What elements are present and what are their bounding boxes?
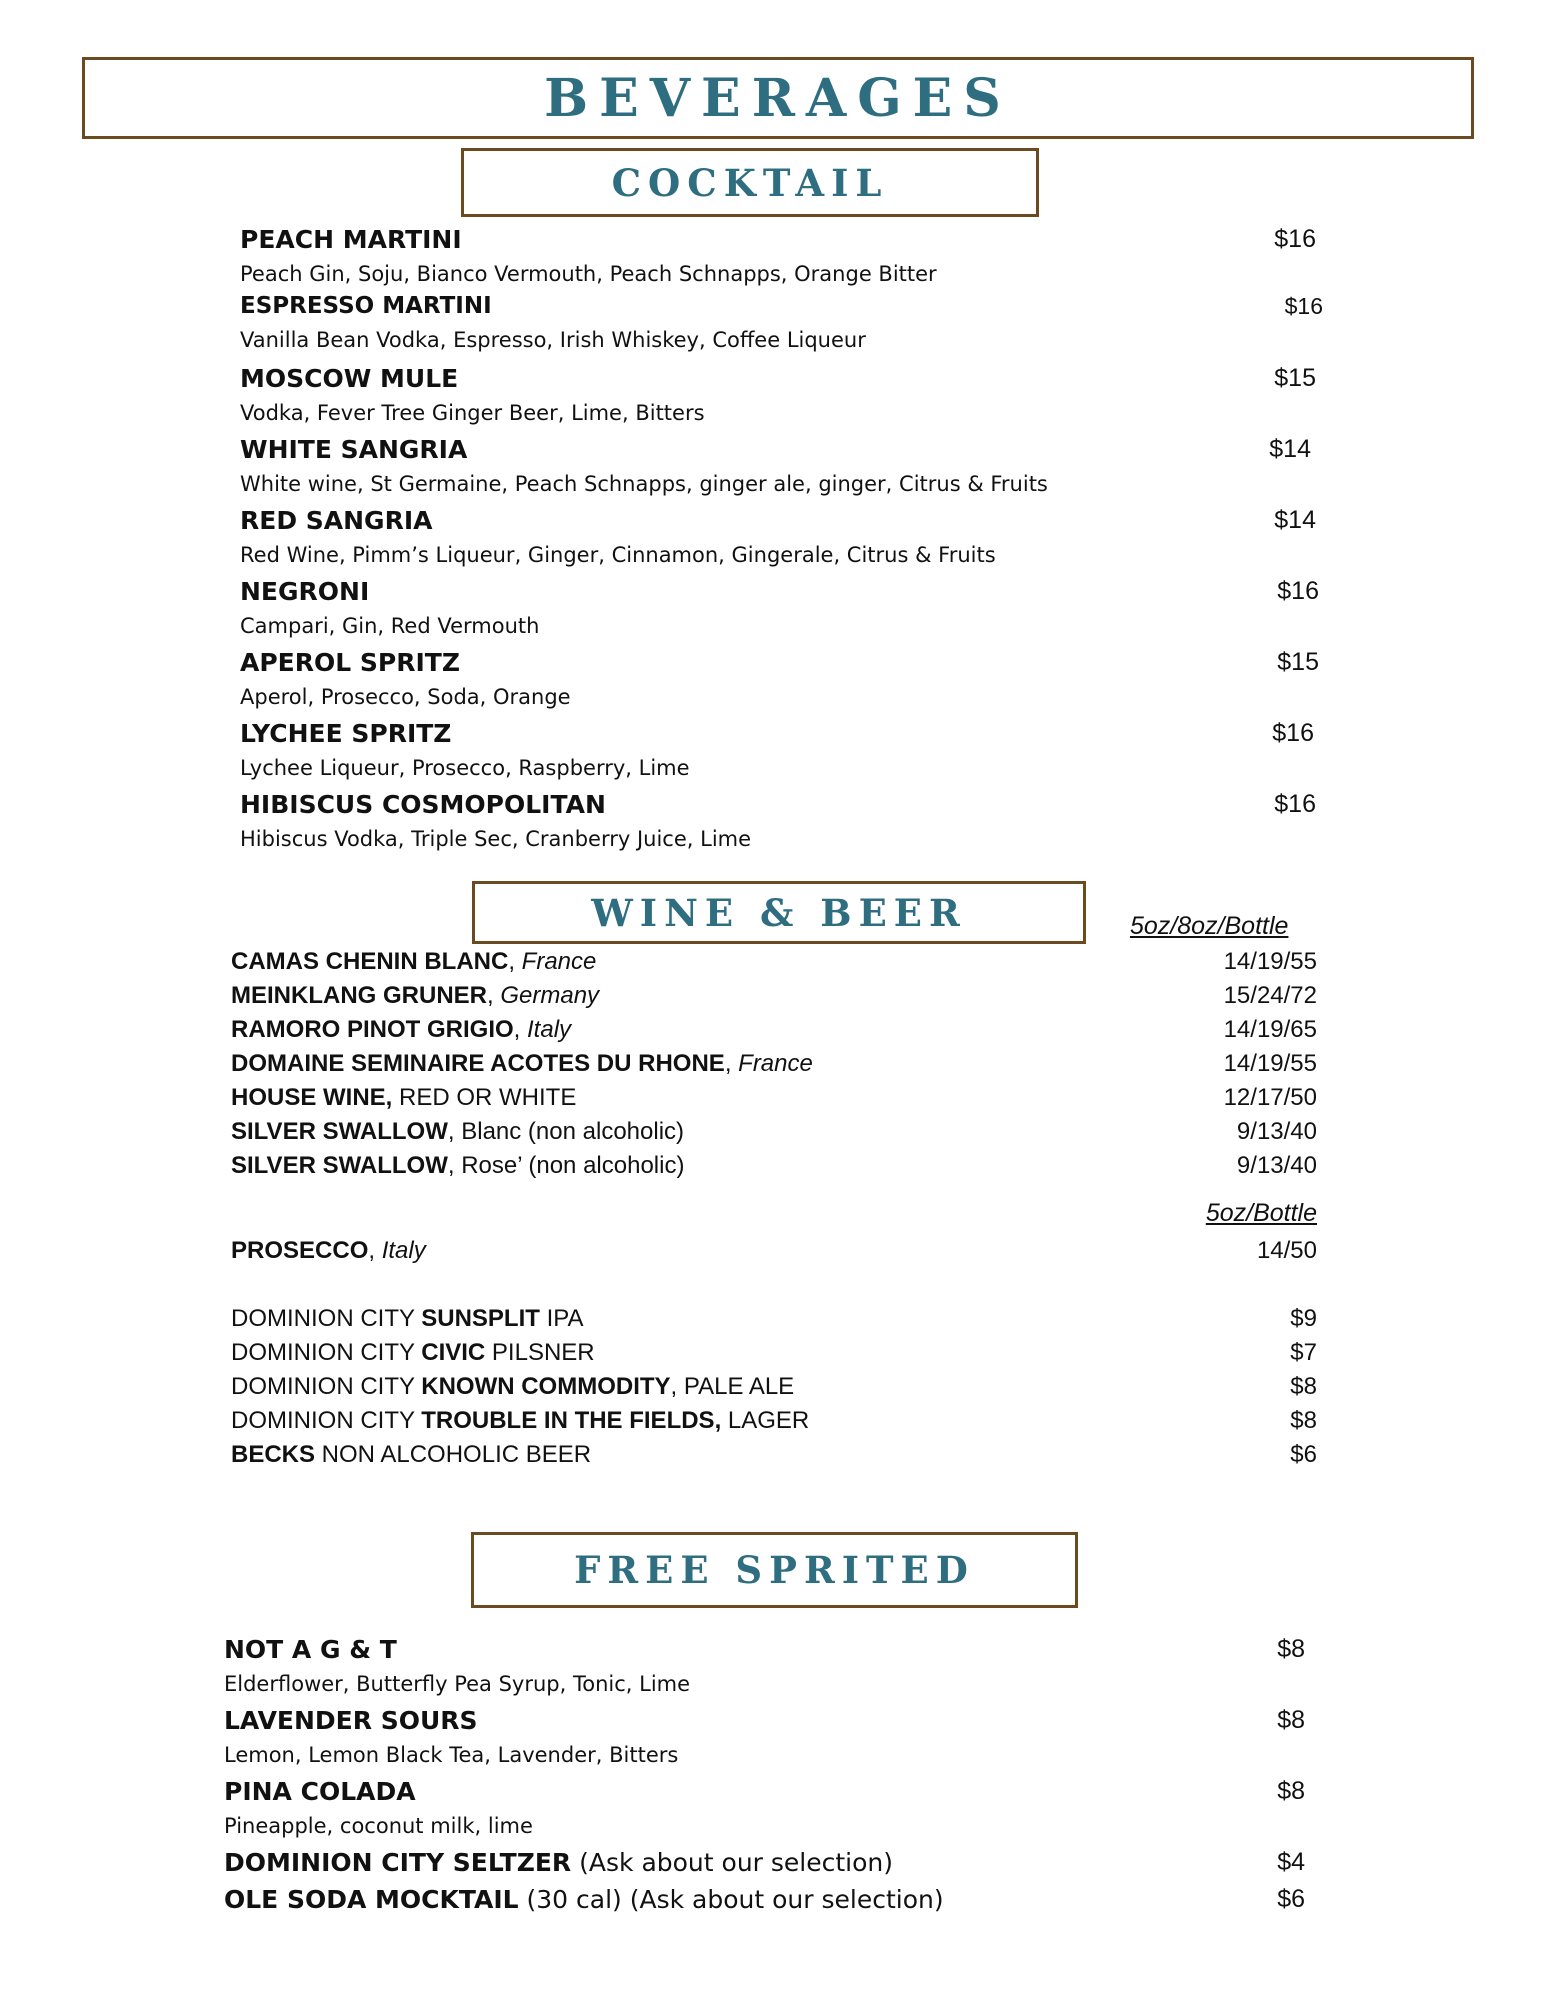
- wine-title: PROSECCO: [231, 1237, 369, 1264]
- wine-price: 14/19/55: [1223, 948, 1317, 975]
- wine-beer-heading: WINE & BEER: [591, 890, 967, 935]
- menu-item: [0, 577, 1545, 638]
- item-price: $15: [1274, 364, 1316, 392]
- menu-item: [0, 506, 1545, 567]
- beer-price: $8: [1290, 1373, 1317, 1400]
- wine-title: SILVER SWALLOW: [231, 1118, 448, 1145]
- beer-style: LAGER: [721, 1407, 810, 1434]
- menu-item: [0, 1706, 1545, 1767]
- item-price: $16: [1277, 577, 1319, 605]
- cocktail-section-box: [461, 148, 1039, 217]
- wine-title: SILVER SWALLOW: [231, 1152, 448, 1179]
- wine-detail: , Rose’ (non alcoholic): [447, 1152, 685, 1179]
- wine-origin: Germany: [500, 982, 600, 1009]
- item-price: $14: [1269, 435, 1311, 463]
- item-description: Lemon, Lemon Black Tea, Lavender, Bitters: [224, 1743, 679, 1767]
- list-item: [0, 1016, 1545, 1052]
- item-description: Pineapple, coconut milk, lime: [224, 1814, 533, 1838]
- title-box: [82, 57, 1474, 139]
- page-title: BEVERAGES: [544, 67, 1012, 129]
- list-item: [0, 1339, 1545, 1375]
- item-name: RED SANGRIA: [240, 506, 433, 535]
- item-description: Elderflower, Butterfly Pea Syrup, Tonic, Lime: [224, 1672, 691, 1696]
- menu-item: [0, 364, 1545, 425]
- item-title: OLE SODA MOCKTAIL: [224, 1885, 519, 1914]
- item-description: White wine, St Germaine, Peach Schnapps, ginger ale, ginger, Citrus & Fruits: [240, 472, 1048, 496]
- wine-name: RAMORO PINOT GRIGIO, Italy: [231, 1016, 572, 1043]
- item-name: [224, 1848, 893, 1877]
- beer-price: $6: [1290, 1441, 1317, 1468]
- item-title: DOMINION CITY SELTZER: [224, 1848, 572, 1877]
- item-description: Vodka, Fever Tree Ginger Beer, Lime, Bitters: [240, 401, 705, 425]
- beer-style: NON ALCOHOLIC BEER: [315, 1441, 592, 1468]
- item-price: $4: [1277, 1848, 1305, 1876]
- wine-price: 9/13/40: [1236, 1118, 1317, 1145]
- list-item: [0, 1373, 1545, 1409]
- list-item: [0, 1407, 1545, 1443]
- menu-item: [0, 1885, 1545, 1921]
- beer-name: [231, 1441, 591, 1469]
- cocktail-heading: COCKTAIL: [611, 160, 889, 205]
- beer-name: [231, 1407, 809, 1435]
- wine-title: RAMORO PINOT GRIGIO: [231, 1016, 514, 1043]
- item-name: ESPRESSO MARTINI: [240, 293, 492, 319]
- beer-style: IPA: [539, 1305, 584, 1332]
- wine-name: [231, 1152, 684, 1180]
- menu-item: [0, 1848, 1545, 1884]
- beer-title: KNOWN COMMODITY: [421, 1373, 671, 1400]
- beer-style: PILSNER: [485, 1339, 595, 1366]
- wine-origin: France: [521, 948, 597, 975]
- list-item: [0, 1050, 1545, 1086]
- item-description: Vanilla Bean Vodka, Espresso, Irish Whiskey, Coffee Liqueur: [240, 328, 866, 352]
- beer-price: $8: [1290, 1407, 1317, 1434]
- list-item: [0, 948, 1545, 984]
- free-spirited-section-box: [471, 1532, 1078, 1608]
- item-name: HIBISCUS COSMOPOLITAN: [240, 790, 606, 819]
- item-name: [224, 1885, 944, 1914]
- item-description: Lychee Liqueur, Prosecco, Raspberry, Lime: [240, 756, 690, 780]
- item-note: (Ask about our selection): [571, 1848, 894, 1877]
- beer-price: $7: [1290, 1339, 1317, 1366]
- wine-price: 15/24/72: [1223, 982, 1317, 1009]
- item-price: $16: [1284, 293, 1323, 319]
- menu-item: [0, 648, 1545, 709]
- menu-item: [0, 790, 1545, 851]
- item-description: Aperol, Prosecco, Soda, Orange: [240, 685, 571, 709]
- house-wine-name: [231, 1084, 576, 1112]
- item-name: NEGRONI: [240, 577, 370, 606]
- wine-origin: France: [738, 1050, 813, 1077]
- beer-brewery: DOMINION CITY: [231, 1373, 422, 1400]
- item-description: Hibiscus Vodka, Triple Sec, Cranberry Juice, Lime: [240, 827, 752, 851]
- wine-price: 14/19/55: [1223, 1050, 1317, 1077]
- list-item: [0, 1084, 1545, 1120]
- beer-style: , PALE ALE: [670, 1373, 795, 1400]
- list-item: [0, 1441, 1545, 1477]
- wine-column-header: 5oz/8oz/Bottle: [1130, 912, 1289, 940]
- prosecco-column-header: 5oz/Bottle: [1205, 1199, 1317, 1227]
- item-name: PINA COLADA: [224, 1777, 416, 1806]
- beer-name: [231, 1305, 584, 1333]
- item-price: $15: [1277, 648, 1319, 676]
- prosecco-name: PROSECCO, Italy: [231, 1237, 426, 1264]
- beer-title: TROUBLE IN THE FIELDS,: [421, 1407, 722, 1434]
- item-name: APEROL SPRITZ: [240, 648, 460, 677]
- list-item: [0, 982, 1545, 1018]
- item-description: Campari, Gin, Red Vermouth: [240, 614, 540, 638]
- beer-price: $9: [1290, 1305, 1317, 1332]
- item-note: (30 cal) (Ask about our selection): [518, 1885, 944, 1914]
- item-description: Red Wine, Pimm’s Liqueur, Ginger, Cinnamon, Gingerale, Citrus & Fruits: [240, 543, 996, 567]
- wine-name: CAMAS CHENIN BLANC, France: [231, 948, 597, 975]
- beer-title: CIVIC: [421, 1339, 486, 1366]
- item-name: MOSCOW MULE: [240, 364, 459, 393]
- item-price: $8: [1277, 1777, 1305, 1805]
- wine-name: [231, 1118, 684, 1146]
- list-item: [0, 1305, 1545, 1341]
- wine-title: DOMAINE SEMINAIRE ACOTES DU RHONE: [231, 1050, 725, 1077]
- list-item: [0, 1237, 1545, 1273]
- item-price: $14: [1274, 506, 1316, 534]
- beer-brewery: DOMINION CITY: [231, 1339, 422, 1366]
- item-name: WHITE SANGRIA: [240, 435, 468, 464]
- item-description: Peach Gin, Soju, Bianco Vermouth, Peach Schnapps, Orange Bitter: [240, 262, 937, 286]
- beer-brewery: DOMINION CITY: [231, 1407, 422, 1434]
- list-item: [0, 1118, 1545, 1154]
- menu-item: [0, 1777, 1545, 1838]
- menu-item: [0, 225, 1545, 286]
- item-price: $16: [1272, 719, 1314, 747]
- wine-price: 14/19/65: [1223, 1016, 1317, 1043]
- prosecco-price: 14/50: [1256, 1237, 1317, 1264]
- item-price: $16: [1274, 790, 1316, 818]
- wine-origin: Italy: [381, 1237, 426, 1264]
- item-price: $8: [1277, 1706, 1305, 1734]
- free-spirited-heading: FREE SPRITED: [574, 1548, 975, 1592]
- wine-name: DOMAINE SEMINAIRE ACOTES DU RHONE, France: [231, 1050, 813, 1077]
- wine-title: CAMAS CHENIN BLANC: [231, 948, 509, 975]
- item-price: $6: [1277, 1885, 1305, 1913]
- item-name: LYCHEE SPRITZ: [240, 719, 452, 748]
- menu-item: [0, 1635, 1545, 1696]
- wine-detail: , Blanc (non alcoholic): [447, 1118, 685, 1145]
- item-name: NOT A G & T: [224, 1635, 397, 1664]
- wine-price: 12/17/50: [1223, 1084, 1317, 1111]
- beer-title: BECKS: [231, 1441, 316, 1468]
- wine-title: HOUSE WINE,: [231, 1084, 393, 1111]
- wine-origin: Italy: [527, 1016, 572, 1043]
- beer-title: SUNSPLIT: [421, 1305, 540, 1332]
- item-name: PEACH MARTINI: [240, 225, 462, 254]
- wine-title: MEINKLANG GRUNER: [231, 982, 487, 1009]
- wine-name: MEINKLANG GRUNER, Germany: [231, 982, 600, 1009]
- beer-brewery: DOMINION CITY: [231, 1305, 422, 1332]
- list-item: [0, 1152, 1545, 1188]
- item-price: $8: [1277, 1635, 1305, 1663]
- menu-item: [0, 435, 1545, 496]
- item-price: $16: [1274, 225, 1316, 253]
- wine-price: 9/13/40: [1236, 1152, 1317, 1179]
- menu-item: [0, 293, 1545, 352]
- beer-name: [231, 1339, 595, 1367]
- menu-item: [0, 719, 1545, 780]
- item-name: LAVENDER SOURS: [224, 1706, 478, 1735]
- wine-detail: RED OR WHITE: [392, 1084, 577, 1111]
- wine-beer-section-box: [472, 881, 1086, 944]
- beer-name: [231, 1373, 794, 1401]
